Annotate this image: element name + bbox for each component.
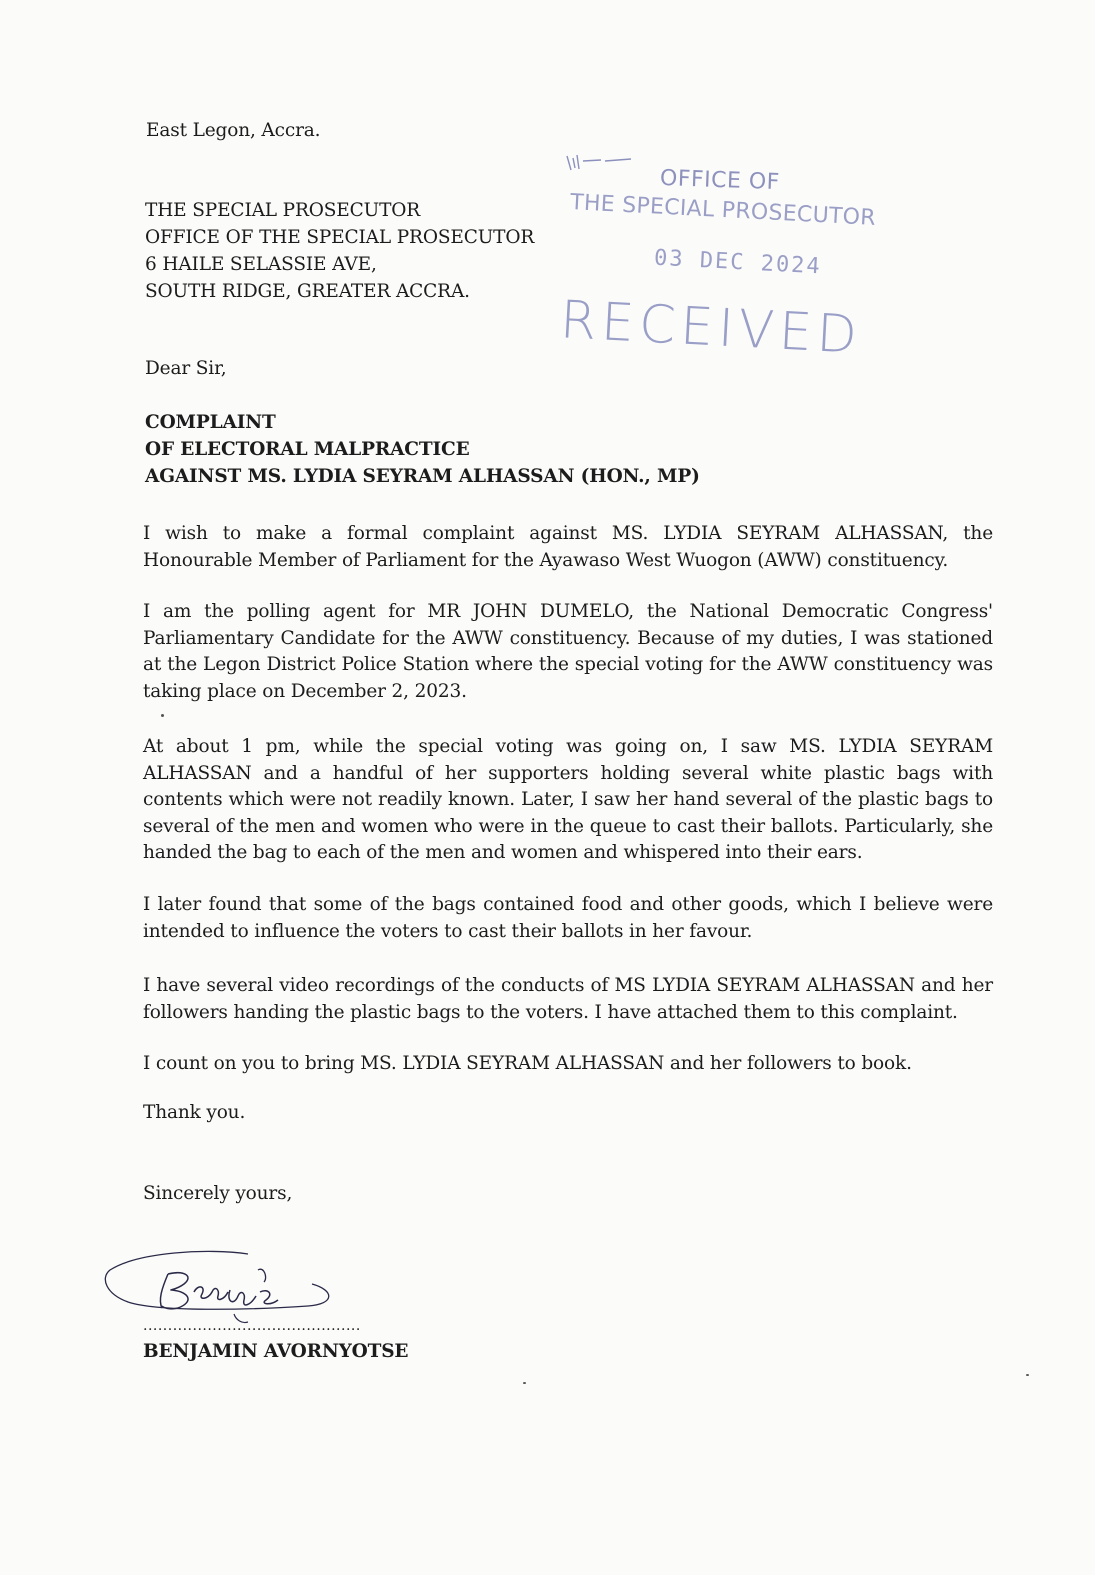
signature-line: ............................................ bbox=[143, 1318, 361, 1334]
paragraph-4: I later found that some of the bags contained food and other goods, which I believe were intended to influence the voters to cast their ballots in her favour. bbox=[143, 894, 993, 942]
recipient-line-1: THE SPECIAL PROSECUTOR bbox=[145, 200, 421, 221]
stamp-date: 03 DEC 2024 bbox=[653, 245, 823, 280]
scan-speck bbox=[1026, 1374, 1029, 1376]
closing: Sincerely yours, bbox=[143, 1183, 293, 1204]
paragraph-3: At about 1 pm, while the special voting was going on, I saw MS. LYDIA SEYRAM ALHASSAN and a handful of her supporters holding several white plastic bags with contents which were not readily known. Later, I saw her hand several of the plastic bags to several of the men and women who were in the queue to cast their ballots. Particularly, she handed the bag to each of the men and women and whispered into their ears. bbox=[143, 736, 993, 863]
stamp-ink-mark-icon bbox=[565, 152, 635, 172]
subject-line-3: AGAINST MS. LYDIA SEYRAM ALHASSAN (HON., MP) bbox=[145, 466, 700, 487]
paragraph-1: I wish to make a formal complaint against MS. LYDIA SEYRAM ALHASSAN, the Honourable Member of Parliament for the Ayawaso West Wuogon (AWW) constituency. bbox=[143, 523, 993, 571]
subject-line-2: OF ELECTORAL MALPRACTICE bbox=[145, 439, 470, 460]
salutation: Dear Sir, bbox=[145, 358, 227, 379]
stamp-special-prosecutor: THE SPECIAL PROSECUTOR bbox=[569, 190, 877, 231]
subject-line-1: COMPLAINT bbox=[145, 412, 276, 433]
stamp-office-of: OFFICE OF bbox=[659, 165, 781, 196]
recipient-line-2: OFFICE OF THE SPECIAL PROSECUTOR bbox=[145, 227, 535, 248]
thanks: Thank you. bbox=[143, 1102, 246, 1123]
recipient-line-3: 6 HAILE SELASSIE AVE, bbox=[145, 254, 377, 275]
sender-location: East Legon, Accra. bbox=[146, 120, 321, 141]
scan-speck bbox=[523, 1382, 526, 1384]
recipient-line-4: SOUTH RIDGE, GREATER ACCRA. bbox=[145, 281, 470, 302]
scan-speck bbox=[161, 714, 164, 717]
paragraph-6: I count on you to bring MS. LYDIA SEYRAM ALHASSAN and her followers to book. bbox=[143, 1053, 912, 1074]
paragraph-2: I am the polling agent for MR JOHN DUMELO, the National Democratic Congress' Parliamentary Candidate for the AWW constituency. Because of my duties, I was stationed at the Legon District Police Station where the special voting for the AWW constituency was taking place on December 2, 2023. bbox=[143, 601, 993, 702]
paragraph-5: I have several video recordings of the conducts of MS LYDIA SEYRAM ALHASSAN and her followers handing the plastic bags to the voters. I have attached them to this complaint. bbox=[143, 975, 993, 1023]
stamp-received: RECEIVED bbox=[558, 290, 864, 366]
signatory-name: BENJAMIN AVORNYOTSE bbox=[143, 1341, 409, 1362]
